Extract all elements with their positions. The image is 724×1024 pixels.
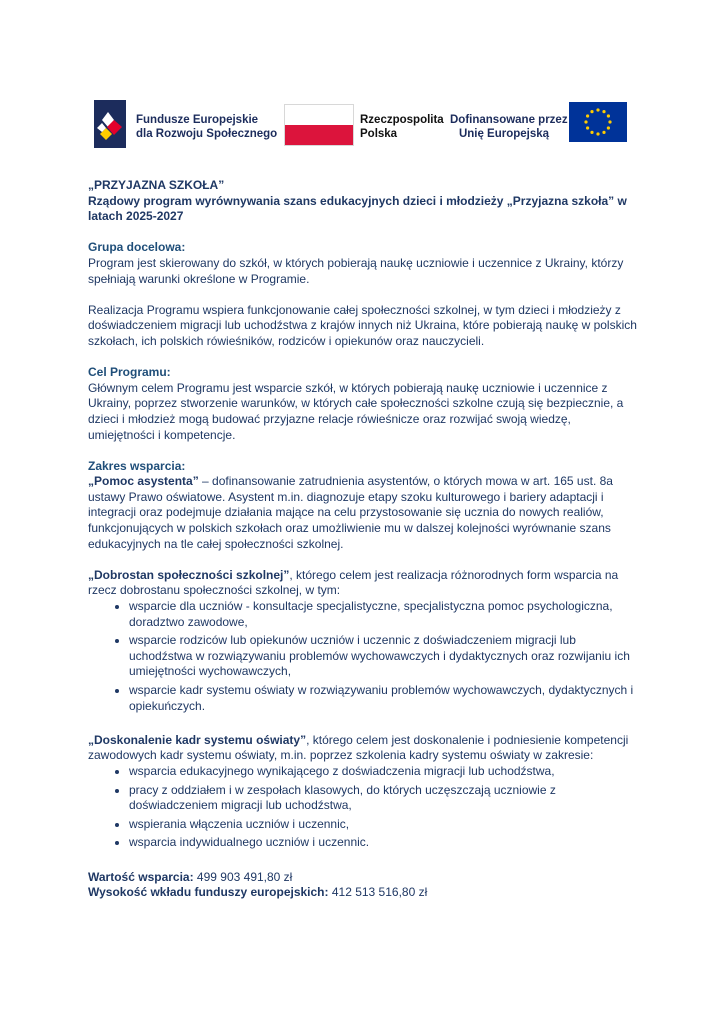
eu-contribution-amount: 412 513 516,80 zł	[328, 885, 428, 900]
fe-logo-line-2: dla Rozwoju Społecznego	[136, 128, 278, 140]
list-item: • wsparcia indywidualnego uczniów i uczennic.	[129, 835, 640, 851]
staff-paragraph	[88, 733, 640, 764]
scope-heading: Zakres wsparcia:	[88, 458, 186, 473]
ue-logo-text	[450, 113, 568, 141]
assistant-paragraph	[88, 474, 640, 552]
eu-flag-icon	[569, 102, 627, 142]
wellbeing-label: „Dobrostan społeczności szkolnej”	[88, 567, 290, 582]
support-value-amount: 499 903 491,80 zł	[193, 869, 293, 884]
rp-logo-text	[360, 113, 444, 141]
ue-logo-line-2: Unię Europejską	[458, 128, 550, 140]
rp-logo-line-2: Polska	[360, 128, 398, 140]
logo-bar	[94, 98, 634, 150]
target-group-heading: Grupa docelowa:	[88, 240, 186, 255]
staff-list	[88, 764, 640, 851]
target-group-paragraph-2: Realizacja Programu wspiera funkcjonowanie całej społeczności szkolnej, w tym dzieci i młodzieży z doświadczeniem migracji lub uchodźstwa z krajów innych niż Ukraina, które pobierają naukę w polskich szkołach, ich polskich rówieśników, rodziców i opiekunów oraz nauczycieli.	[88, 302, 637, 348]
flag-red-band	[285, 125, 353, 145]
goal-paragraph: Głównym celem Programu jest wsparcie szkół, w których pobierają naukę uczniowie i uczennice z Ukrainy, poprzez stworzenie warunków, w których całe społeczności szkolne czują się bezpiecznie, a dzieci i młodzież mogą budować przyjazne relacje rówieśnicze oraz rozwijać swoją wiedzę, umiejętności i kompetencje.	[88, 380, 624, 442]
fe-logo-text	[136, 113, 277, 141]
support-value-line	[88, 870, 640, 886]
eu-contribution-line	[88, 885, 640, 901]
list-item: • wsparcie kadr systemu oświaty w rozwiązywaniu problemów wychowawczych, dydaktycznych i opiekuńczych.	[129, 683, 640, 714]
wellbeing-paragraph	[88, 568, 640, 599]
document-title: „PRZYJAZNA SZKOŁA”	[88, 178, 225, 192]
document-subtitle: Rządowy program wyrównywania szans edukacyjnych dzieci i młodzieży „Przyjazna szkoła” w latach 2025-2027	[88, 193, 627, 224]
assistant-label: „Pomoc asystenta”	[88, 474, 199, 489]
list-item: • wspierania włączenia uczniów i uczennic,	[129, 817, 640, 833]
assistant-text: – dofinansowanie zatrudnienia asystentów, o których mowa w art. 165 ust. 8a ustawy Prawo oświatowe. Asystent m.in. diagnozuje etapy szoku kulturowego i bariery adaptacji i integracji oraz podejmuje działania mające na celu przystosowanie się ucznia do nowych realiów, funkcjonujących w polskich szkołach oraz umożliwienie mu w dalszej kolejności wyrównanie szans edukacyjnych na tle całej społeczności szkolnej.	[88, 474, 613, 551]
polish-flag-icon	[284, 104, 354, 146]
support-value-label: Wartość wsparcia:	[88, 869, 194, 884]
staff-label: „Doskonalenie kadr systemu oświaty”	[88, 732, 307, 747]
eu-contribution-label: Wysokość wkładu funduszy europejskich:	[88, 885, 329, 900]
wellbeing-list	[88, 599, 640, 714]
list-item: • wsparcie rodziców lub opiekunów uczniów i uczennic z doświadczeniem migracji lub uchodźstwa w rozwiązywaniu problemów wychowawczych i dydaktycznych oraz rozwijaniu ich umiejętności wychowawczych,	[129, 633, 640, 680]
flag-white-band	[285, 105, 353, 125]
list-item: • wsparcia edukacyjnego wynikającego z doświadczenia migracji lub uchodźstwa,	[129, 764, 640, 780]
goal-heading: Cel Programu:	[88, 365, 171, 380]
wellbeing-text: , którego celem jest realizacja różnorodnych form wsparcia na rzecz dobrostanu społeczności szkolnej, w tym:	[88, 567, 619, 598]
list-item: • wsparcie dla uczniów - konsultacje specjalistyczne, specjalistyczna pomoc psychologiczna, doradztwo zawodowe,	[129, 599, 640, 630]
fe-logo-icon	[94, 100, 126, 148]
list-item: • pracy z oddziałem i w zespołach klasowych, do których uczęszczają uczniowie z doświadczeniem migracji lub uchodźstwa,	[129, 783, 640, 814]
ue-logo-line-1: Dofinansowane przez	[450, 114, 568, 126]
fe-logo-line-1: Fundusze Europejskie	[136, 114, 259, 126]
target-group-paragraph-1: Program jest skierowany do szkół, w których pobierają naukę uczniowie i uczennice z Ukrainy, którzy spełniają warunki określone w Programie.	[88, 255, 624, 286]
staff-text: , którego celem jest doskonalenie i podniesienie kompetencji zawodowych kadr systemu oświaty, m.in. poprzez szkolenia kadry systemu oświaty w zakresie:	[88, 732, 629, 763]
rp-logo-line-1: Rzeczpospolita	[360, 114, 444, 126]
document-body	[88, 178, 640, 901]
